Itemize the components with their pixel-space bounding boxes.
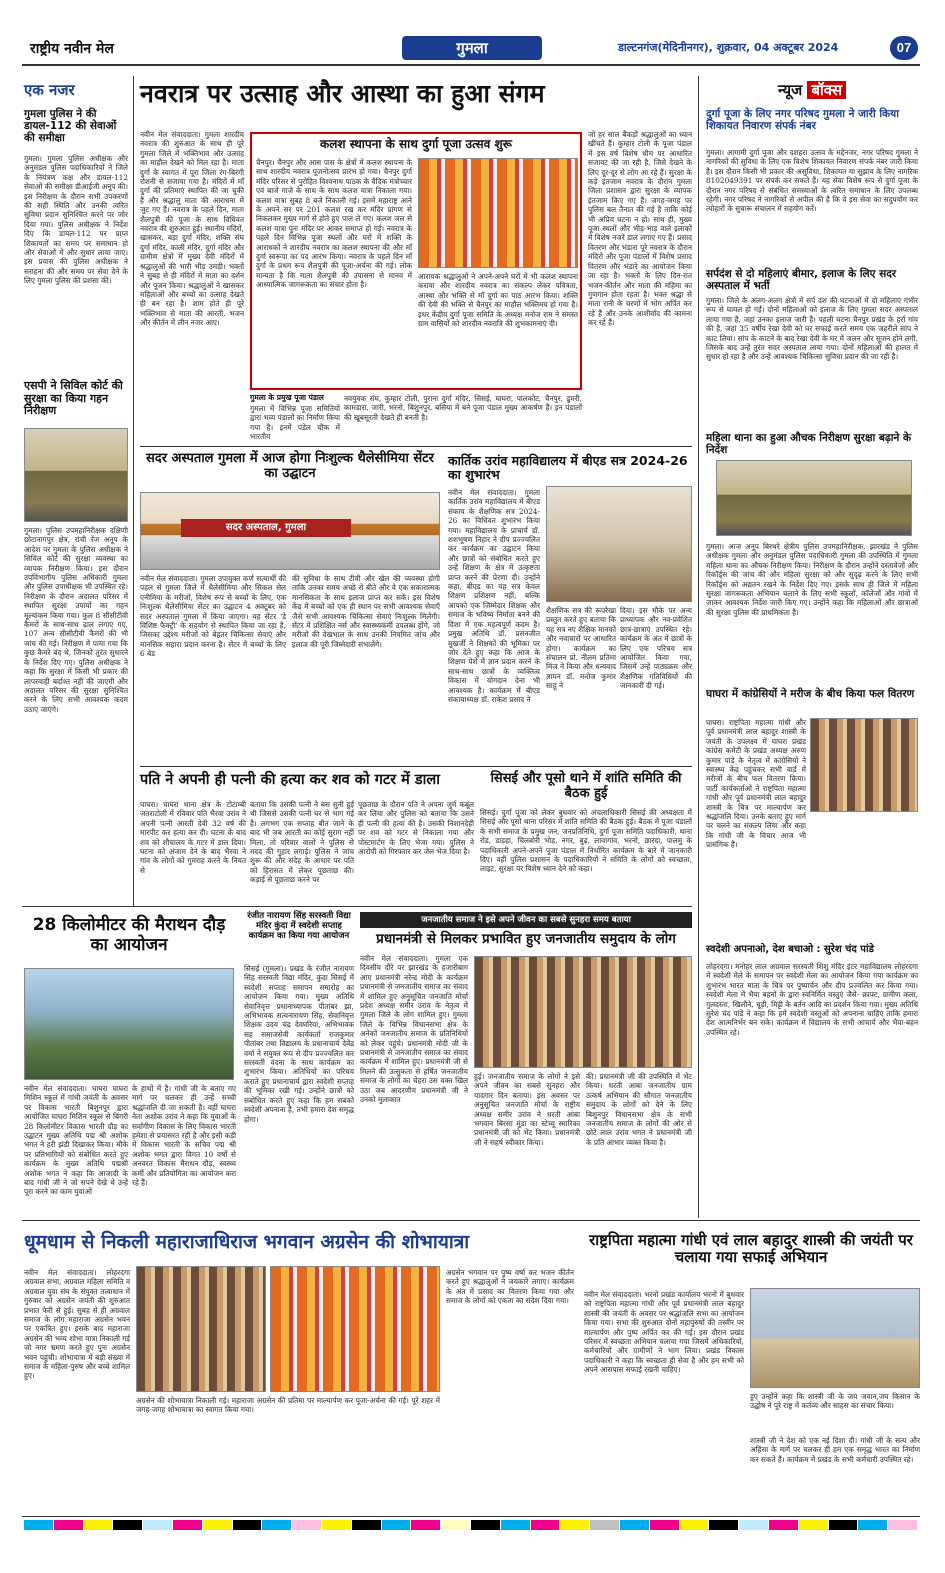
agrasen-col1: नवीन मेल संवाददाता। लोहरदगा अग्रवाल सभा, अग्रवाल महिला समिति व अग्रवाल युवा संघ के संयुक्त तत्वाधान में गुरुवार को अग्रसेन जयंती की शुरुआत प्रभात फेरी से हुई। सुबह से ही अग्रवाल समाज के लोग महाराजा अग्रसेन भवन पर एकत्रित हुए। इसके बाद महाराजा अग्रसेन की भव्य शोभा यात्रा निकाली गई जो नगर भ्रमण करते हुए पुनः अग्रसेन भवन पहुंची। शोभायात्रा में बड़ी संख्या में समाज के महिला-पुरुष और बच्चे शामिल हुए। (24, 1268, 131, 1381)
mahila-thana-photo (716, 460, 912, 536)
kartik-headline: कार्तिक उरांव महाविद्यालय में बीएड सत्र 2024-26 का शुभारंभ (448, 453, 688, 483)
kalash-yatra-photo (418, 158, 578, 268)
murder-col3: पूछताछ के दौरान पति ने अपना जुर्म कबूल कर लिया और पुलिस को बताया कि उसने ही पत्नी की हत्या की है। उसकी निशानदेही पर शव को गटर से निकाला गया और पोस्टमार्टम के लिए भेजा गया। पुलिस ने आरोपी को गिरफ्तार कर जेल भेज दिया है। (358, 800, 474, 857)
registration-swatch (620, 1520, 649, 1530)
news-box-label-a: न्यूज (777, 81, 803, 99)
marathon-col2: के हाथों में है। गांधी जी के बताए गए मार्ग पर चलकर ही उन्हें सच्ची श्रद्धांजलि दी जा सकती है। वहीं घाघरा नेता अशोक उरांव ने कहा कि युवाओं के सर्वांगीण विकास के लिए विकास भारती हमेशा से प्रयासरत रही है और इसी कड़ी में विकास भारती के सचिव पद्म श्री अशोक भगत द्वारा विगत 10 वर्षों से अनवरत विकास मैराथन दौड़, स्वस्थ्य कर्मी और प्रतियोगिता का आयोजन करा रहे हैं। (132, 1084, 236, 1188)
page-number: 07 (890, 36, 918, 60)
kalash-caption: आरायक श्रद्धालुओं ने अपने-अपने घरों में भी कलश स्थापना कराया और शारदीय नवरात्र का संकल्प लेकर पवित्रता, आस्था और भक्ति से माँ दुर्गा का पाठ आरंभ किया। शक्ति की देवी की भक्ति से चैनपुर का माहौल भक्तिमय हो गया है। इधर केंद्रीय दुर्गा पूजा समिति के अध्यक्ष मनोज राम ने समस्त ग्राम वासियों को शारदीय नवरात्रि की शुभकामनाएं दी। (418, 272, 578, 329)
registration-swatch (531, 1520, 560, 1530)
fruit-distribution-photo (810, 718, 918, 812)
registration-swatch (769, 1520, 798, 1530)
hospital-sign: सदर अस्पताल, गुमला (181, 519, 351, 537)
section-rule (22, 906, 692, 907)
news-box-story1-body: गुमला। आगामी दुर्गा पूजा और दशहरा उत्सव के मद्देनजर, नगर परिषद गुमला ने नागरिकों की सुविधा के लिए एक विशेष शिकायत निवारण संपर्क नंबर जारी किया है। इस दौरान किसी भी प्रकार की असुविधा, शिकायत या सुझाव के लिए नागरिक 8102049391 पर संपर्क कर सकते हैं। यह सेवा विशेष रूप से दुर्गा पूजा के दौरान नगर परिषद से संबंधित समस्याओं के त्वरित समाधान के लिए उपलब्ध रहेगी। नगर परिषद ने नागरिकों से अपील की है कि वे इस सेवा का सदुपयोग कर त्योहारों के सुचारू संचालन में सहयोग करें। (706, 148, 918, 214)
pm-col2: हुई। जनजातीय समाज के लोगों ने इसे अपने जीवन का सबसे सुनहरा और यादगार दिन बताया। इस अवसर पर अनुसूचित जनजाति मोर्चा के राष्ट्रीय अध्यक्ष समीर उरांव ने धरती आबा भगवान बिरसा मुंडा का स्टेच्यू स्मारिका प्रधानमंत्री जी को भेंट किया। प्रधानमंत्री जी ने सहर्ष स्वीकार किया। (474, 1072, 580, 1147)
registration-swatch (471, 1520, 500, 1530)
registration-swatch (560, 1520, 589, 1530)
ek-nazar-label: एक नजर (24, 81, 75, 99)
marathon-headline: 28 किलोमीटर की मैराथन दौड़ का आयोजन (32, 915, 226, 955)
agrasen-caption: अग्रसेन की शोभायात्रा निकाली गई। महाराजा अग्रसेन की प्रतिमा पर माल्यार्पण कर पूजा-अर्चना की गई। पूरे शहर में जगह-जगह शोभायात्रा का स्वागत किया गया। (136, 1396, 440, 1415)
registration-swatch (739, 1520, 768, 1530)
lead-caption: गुमला के प्रमुख पूजा पंडाल (250, 393, 324, 402)
news-box-story3-body: गुमला। आज अनूप बिरथरे क्षेत्रीय पुलिस उपमहानिरीक्षक, झारखंड ने पुलिस अधीक्षक गुमला और अनुमंडल पुलिस पदाधिकारी गुमला की उपस्थिति में गुमला महिला थाना का औचक निरीक्षण किया। निरीक्षण के दौरान उन्होंने दस्तावेजों और रिकॉर्ड्स की जांच की और महिला सुरक्षा को और सुदृढ़ करने के लिए सभी रिकॉर्ड्स को अद्यतन रखने के निर्देश दिए गए। इसके साथ ही जिले में महिला सुरक्षा जागरूकता अभियान चलाने के लिए सभी स्कूलों, कॉलेजों और गांवों में जाकर आवश्यक निर्देश जारी किए गए। उन्होंने कहा कि महिलाओं और छात्राओं की सुरक्षा पुलिस की प्राथमिकता है। (706, 542, 918, 617)
pm-col3: की। प्रधानमंत्री जी की उपस्थिति में भेंट किया। धरती आबा जनजातीय ग्राम उत्कर्ष अभियान की सौगात जनजातीय समुदाय के लोगों को देने के लिए बिशुनपुर विधानसभा क्षेत्र के सभी जनजातीय समाज के लोगों की ओर से छोटे लाल उरांव भगत ने प्रधानमंत्री जी के प्रति आभार व्यक्त किया है। (586, 1072, 692, 1147)
swadeshi-school-headline: रंजीत नारायण सिंह सरस्वती विद्या मंदिर कुंदा में स्वदेशी सप्ताह कार्यक्रम का किया गया आयोजन (247, 911, 351, 941)
pm-meeting-photo (474, 956, 692, 1068)
gandhi-caption: हुए उन्होंने कहा कि शास्त्री जी के जय जवान,जय किसान के उद्घोष ने पूरे राष्ट्र में कर्तव्य और साहस का संचार किया। (750, 1392, 920, 1411)
thalassemia-col2: की सुविधा के साथ टीवी और खेल की व्यवस्था होगी ताकि उनका समय अच्छे से बीते और वे एक सकारात्मक मानसिकता के साथ इलाज प्राप्त कर सकें। इस विशेष केंद्र में बच्चों को एक ही स्थान पर सभी आवश्यक सेवाएँ जैसे सभी आवश्यक चिकित्सा सेवाएं निःशुल्क मिलेंगी। सेंटर में प्रशिक्षित नर्स और स्वास्थ्यकर्मी उपलब्ध होंगे, जो मरीजों की देखभाल के साथ उनकी नियमित जांच और इलाज की पूरी जिम्मेदारी संभालेंगे। (292, 574, 440, 649)
murder-col2: बताया कि उसकी पत्नी ने बस सुनी हुई थी जिससे उसकी पत्नी घर से भाग गई है। लगभग एक सप्ताह बीत जाने के बाद भी जब आरती का कोई सुराग नहीं मिला, तो परिवार वालों ने पुलिस से मदद की गुहार लगाई। पुलिस ने जांच शुरू की और संदेह के आधार पर पति को हिरासत में लेकर पूछताछ की। कड़ाई से पूछताछ करने पर (250, 800, 354, 885)
news-box-story4-body-a: घाघरा। राष्ट्रपिता महात्मा गांधी और पूर्व प्रधानमंत्री लाल बहादुर शास्त्री के जयंती के उपलक्ष्य में घाघरा प्रखंड कांग्रेस कमेटी के प्रखंड अध्यक्ष अरुण कुमार पांडे के नेतृत्व में कांग्रेसियों ने स्वास्थ्य केंद्र पहुंचकर सभी वार्ड में मरीजों के बीच फल वितरण किया। पार्टी कार्यकर्ताओं ने राष्ट्रपिता महात्मा गांधी और पूर्व प्रधानमंत्री लाल बहादुर शास्त्री के चित्र पर माल्यार्पण कर श्रद्धांजलि दिया। उनके बताए हुए मार्ग पर चलने का संकल्प लिया और कहा कि गांधी जी के विचार आज भी प्रासंगिक हैं। (706, 718, 806, 850)
sisai-headline: सिसई और पूसो थाने में शांति समिति की बैठक हुई (490, 771, 682, 801)
murder-col1: घाघरा। घाघरा थाना क्षेत्र के टोटाम्बी जतराटोली में रविवार पति भैरवा उरांव ने अपनी पत्नी आरती देवी 32 वर्ष की मारपीट कर हत्या कर दी। घटना के बाद शव को शौचालय के गटर में डाल दिया। घटना को अंजाम देने के बाद भैरवा ने गांव के लोगों को गुमराह करने के नियत से (140, 800, 246, 875)
pm-headline: प्रधानमंत्री से मिलकर प्रभावित हुए जनजातीय समुदाय के लोग (376, 931, 676, 947)
swadeshi-school-body: सिसई (गुमला)। प्रखंड के रंजीत नारायण सिंह सरस्वती विद्या मंदिर, कुंदा सिसई में स्वदेशी सप्ताह समापन समारोह का आयोजन किया गया। मुख्य अतिथि सेवानिवृत्त प्रधानाध्यापक पीतांबर झा, अभिभावक सत्यनारायण सिंह, सेवानिवृत्त शिक्षक उदय चंद्र देवघरिया, अभिभावक सह समाजसेवी कार्यकर्ता राजकुमार पीतांबर तथा विद्यालय के प्रधानाचार्य देवेंद्र वर्मा ने संयुक्त रूप से दीप प्रज्ज्वलित कर सरस्वती वंदना के साथ कार्यक्रम का शुभारंभ किया। अतिथियों का परिचय कराते हुए प्रधानाचार्य द्वारा स्वदेशी सप्ताह की भूमिका रखी गई। उन्होंने छात्रों को संबोधित करते हुए कहा कि हम सबको स्वदेशी अपनाना है, तभी हमारा देश समृद्ध होगा। (244, 964, 354, 1124)
kalash-body: चैनपुर। चैनपुर और आस पास के क्षेत्रों में कलश स्थापना के साथ शारदीय नवरात्र पूजनोत्सव प्रारंभ हो गया। चैनपुर दुर्गा मंदिर परिसर से पुरोहित विश्वनाथ पाठक के वैदिक मंत्रोच्चार एवं बाजे गाजे के साथ के साथ कलश यात्रा निकाला गया। कलश यात्रा सुबह 8 बजे निकाली गई। इसमें महाराष्ट्र आने के अपने सर पर 201 कलश रख कर मंदिर प्रांगण से निकलकर मुख्य मार्ग से होते हुए पाल ले गए। कलश जल से कलश यात्रा पुनः मंदिर पर आकर समाप्त हो गई। नवरात्र के पहले दिन विभिन्न पूजा स्थलों और घरों में शक्ति के आराधकों ने शारदीय नवरात्र का कलश स्थापना की और माँ दुर्गा स्वरूपा का पद आरंभ किया। नवरात्र के पहले दिन माँ दुर्गा के प्रथम रूप शैलपुत्री की पूजा-अर्चना की गई। लोक मान्यता है कि माता शैलपुत्री की उपासना से मानव में आध्यात्मिक जागरूकता का संचार होता है। (256, 158, 412, 290)
section-rule (140, 766, 692, 767)
news-box-story4-body-b (706, 816, 918, 936)
registration-swatch (501, 1520, 530, 1530)
ek-nazar-story2-body: गुमला। पुलिस उपमहानिरीक्षक दक्षिणी छोटानागपुर क्षेत्र, रांची रेंज अनूप के आदेश पर गुमला के पुलिस अधीक्षक ने सिविल कोर्ट की सुरक्षा व्यवस्था का व्यापक निरीक्षण किया। इस दौरान उपविभागीय पुलिस अधिकारी गुमला और पुलिस उपाधीक्षक भी उपस्थित रहे। निरीक्षण के दौरान अदालत परिसर में स्थापित सुरक्षा उपायों का गहन मूल्यांकन किया गया। कुल 8 सीसीटीवी कैमरों के साथ-साथ ढ़ाल लगाए गए, 107 अन्य सीसीटीवी कैमरों की भी जांच की गई। निरीक्षण में पाया गया कि कुछ कैमरे बंद थे, जिनको तुरंत सुधारने के निर्देश दिए गए। पुलिस अधीक्षक ने कहा कि सुरक्षा में किसी भी प्रकार की लापरवाही बर्दाश्त नहीं की जाएगी और अदालत परिसर की सुरक्षा सुनिश्चित करने के लिए सभी आवश्यक कदम उठाए जाएंगे। (24, 526, 128, 714)
bed-session-photo (546, 486, 692, 602)
procession-photo-1 (136, 1266, 266, 1392)
footer-rule (22, 1516, 920, 1517)
news-box-story2-headline: सर्पदंश से दो महिलाएं बीमार, इलाज के लिए सदर अस्पताल में भर्ती (706, 268, 897, 293)
sisai-body: सिसई। दुर्गा पूजा को लेकर बुधवार को अंचलाधिकारी सिसई की अध्यक्षता में सिसई और पूसो थाना परिसर में शांति समिति की बैठक हुई। बैठक में पूजा पंडालों के सभी समाज के प्रमुख जन, जनप्रतिनिधि, दुर्गा पूजा समिति पदाधिकारी, थाना रोड, डाड़हा, चिलबोरी भोड़, नगर, बुढ़, लावागांव, भरनो, छारदा, पालमु के पदाधिकारी अपने-अपने पूजा पंडाल में निर्धारित कार्यक्रम के बारे में जानकारी दिए। वहीं पुलिस प्रशासन के पदाधिकारियों ने समिति के लोगों को स्वच्छता, लाइट, सुरक्षा पर विशेष ध्यान देने को कहा। (480, 808, 692, 874)
masthead-rule (22, 64, 920, 66)
registration-swatch (143, 1520, 172, 1530)
section-rule (140, 446, 692, 447)
column-rule (698, 76, 699, 1218)
registration-swatch (262, 1520, 291, 1530)
marathon-col1: नवीन मेल संवाददाता। घाघरा घाघरा मिशिन स्कूल में गांधी जयंती के अवसर पर विकास भारती बिशुनपुर द्वारा आयोजित घाघरा मिशिन स्कूल से बिंगरी 28 किलोमीटर विकास भारती दौड़ का उद्घाटन मुख्य अतिथि पद्म श्री अशोक भगत ने हरी झंडी दिखाकर किया। मौके पर प्रतिभागियों को संबोधित करते हुए कार्यक्रम के मुख्य अतिथि पद्मश्री अशोक भगत ने कहा कि आजादी के बाद गांधी जी ने जो सपने देखे थे उन्हें पूरा करने का काम युवाओं (24, 1084, 128, 1197)
registration-swatch (799, 1520, 828, 1530)
registration-swatch (173, 1520, 202, 1530)
registration-swatch (292, 1520, 321, 1530)
ek-nazar-story1-headline: गुमला पुलिस ने की डायल-112 की सेवाओं की समीक्षा (24, 108, 117, 145)
registration-swatch (233, 1520, 262, 1530)
registration-swatch (650, 1520, 679, 1530)
gandhi-headline: राष्ट्रपिता महात्मा गांधी एवं लाल बहादुर शास्त्री की जयंती पर चलाया गया सफाई अभियान (589, 1231, 913, 1267)
sp-court-inspection-photo (24, 428, 128, 522)
ek-nazar-label-box (24, 80, 128, 102)
thalassemia-headline: सदर अस्पताल गुमला में आज होगा निःशुल्क थैलेसीमिया सेंटर का उद्घाटन (146, 451, 434, 481)
registration-swatch (352, 1520, 381, 1530)
murder-headline: पति ने अपनी ही पत्नी की हत्या कर शव को गटर में डाला (140, 772, 440, 788)
registration-swatch (113, 1520, 142, 1530)
gandhi-col1: नवीन मेल संवाददाता। भरनो प्रखंड कार्यालय भरनो में बुधवार को राष्ट्रपिता महात्मा गांधी और पूर्व प्रधानमंत्री लाल बहादुर शास्त्री की जयंती के अवसर पर श्रद्धांजलि सभा का आयोजन किया गया। सभा की शुरुआत दोनों महापुरुषों की तस्वीर पर माल्यार्पण और पुष्प अर्पित कर की गई। इस दौरान प्रखंड परिसर में स्वच्छता अभियान चलाया गया जिसमें अधिकारियों, कर्मचारियों और ग्रामीणों ने भाग लिया। प्रखंड विकास पदाधिकारी ने कहा कि स्वच्छता ही सेवा है और हम सभी को अपने आसपास सफाई रखनी चाहिए। (584, 1290, 744, 1375)
registration-swatch (888, 1520, 917, 1530)
registration-swatch (441, 1520, 470, 1530)
news-box-story5-headline: स्वदेशी अपनाओ, देश बचाओ : सुरेश चंद पांडे (706, 944, 874, 955)
column-rule (133, 76, 134, 906)
dateline: डाल्टनगंज(मेदिनीनगर), शुक्रवार, 04 अक्टूबर 2024 (618, 41, 839, 54)
registration-swatch (829, 1520, 858, 1530)
registration-swatch (322, 1520, 351, 1530)
registration-swatch (382, 1520, 411, 1530)
kalash-headline: कलश स्थापना के साथ दुर्गा पूजा उत्सव शुरू (320, 137, 512, 151)
marathon-flagoff-photo (24, 968, 234, 1080)
lead-col3-cont: नवयुवक संघ, कुम्हार टोली, पुराना दुर्गा मंदिर, सिसई, घाघरा, पालकोट, चैनपुर, डुमरी, कामडारा, जारी, भरनो, बिशुनपुर, बसिया में बने पूजा पंडाल मुख्य आकर्षण हैं। इन पंडालों की खूबसूरती देखते ही बनती है। (344, 394, 582, 422)
lead-col4: जो हर साल बैंकड़ों श्रद्धालुओं का ध्यान खींचते हैं। कुम्हार टोली के पूजा पंडाल में इस वर्ष विशेष थीम पर आधारित सजावट की जा रही है, जिसे देखने के लिए दूर-दूर से लोग आ रहे हैं। सुरक्षा के कड़े इंतजाम नवरात्र के दौरान गुमला जिला प्रशासन द्वारा सुरक्षा के व्यापक इंतजाम किए गए हैं। जगह-जगह पर पुलिस बल तैनात की गई है ताकि कोई भी अप्रिय घटना न हो। साथ ही, मुख्य पूजा स्थलों और भीड़-भाड़ वाले इलाकों में विशेष नजरें डाल लगाए गए हैं। प्रसाद वितरण और भंडारा पूरे नवरात्र के दौरान मंदिरों और पूजा पंडालों में विशेष प्रसाद वितरण और भंडारे का आयोजन किया जा रहा है। भक्तों के लिए दिन-रात भजन-कीर्तन और माता की महिमा का गुणगान होता रहता है। भक्त श्रद्धा से माता रानी के चरणों में भोग अर्पित कर रहे हैं और उनके आशीर्वाद की कामना कर रहे हैं। (588, 130, 692, 328)
registration-swatch (24, 1520, 53, 1530)
news-box-story5-body: लोहरदगा। मनोहर लाल अग्रवाल सरस्वती शिशु मंदिर इंटर महाविद्यालय लोहरदगा में स्वदेशी मेले के समापन पर स्वदेशी मेला का आयोजन किया गया कार्यक्रम का शुभारंभ भारत माता के चित्र पर पुष्पार्चन और दीप प्रज्वलित कर किया गया। स्वदेशी मेला में भैया बहनों के द्वारा स्वनिर्मित वस्तुएं जैसे- क्राफ्ट, ग्रामीण कला, गुलदस्ता, खिलौने, चूड़ी, मिट्टी के बर्तन आदि का प्रदर्शन किया गया। मुख्य अतिथि सुरेश चंद पांडे ने कहा कि हमें स्वदेशी वस्तुओं को अपनाना चाहिए ताकि हमारा देश आत्मनिर्भर बन सके। कार्यक्रम में विद्यालय के सभी आचार्य और भैया-बहन उपस्थित रहे। (706, 962, 918, 1037)
news-box-story4-headline: घाघरा में कांग्रेसियों ने मरीज के बीच किया फल वितरण (706, 688, 915, 700)
kartik-caption: शैक्षणिक सत्र की रूपरेखा प्रस्तुत करते हुए बताया कि यह सत्र नए शैक्षिक मानकों और नवाचारों पर आधारित होगा। कार्यक्रम का संचालन प्रो. नीलम प्रतिमा मिंज ने किया और धन्यवाद ज्ञापन डॉ. मनोज कुमार साहू ने (546, 606, 616, 691)
gandhi-col2: शास्त्री जी ने देश को एक नई दिशा दी। गांधी जी के सत्य और अहिंसा के मार्ग पर चलकर ही हम एक समृद्ध भारत का निर्माण कर सकते हैं। कार्यक्रम में प्रखंड के सभी कर्मचारी उपस्थित रहे। (750, 1436, 920, 1464)
registration-swatch (84, 1520, 113, 1530)
cleanliness-drive-photo (750, 1288, 920, 1388)
pm-kicker: जनजातीय समाज ने इसे अपने जीवन का सबसे सुनहरा समय बताया (360, 912, 692, 928)
ek-nazar-story2-headline: एसपी ने सिविल कोर्ट की सुरक्षा का किया गहन निरीक्षण (24, 379, 123, 418)
registration-swatch (709, 1520, 738, 1530)
registration-swatch (590, 1520, 619, 1530)
registration-swatch (203, 1520, 232, 1530)
kartik-col1: नवीन मेल संवाददाता। गुमला कार्तिक उरांव महाविद्यालय में बीएड संकाय के शैक्षणिक सत्र 2024-26 का विधिवत शुभारंभ किया गया। महाविद्यालय के प्राचार्य डॉ. शशभूषण निहार ने दीप प्रज्ज्वलित कर कार्यक्रम का उद्घाटन किया और छात्रों को संबोधित करते हुए उन्हें शिक्षण के क्षेत्र में उत्कृष्टता प्राप्त करने की प्रेरणा दी। उन्होंने कहा, बीएड का यह सत्र केवल शिक्षण प्रशिक्षण नहीं, बल्कि आपको एक जिम्मेदार शिक्षक और समाज के भविष्य निर्माता बनने की दिशा में एक महत्वपूर्ण कदम है। प्रमुख अतिथि डॉ. प्रसनजीत मुखर्जी ने शिक्षकों की भूमिका पर जोर देते हुए कहा कि आज के शिक्षण पेशे में ज्ञान प्रदान करने के साथ-साथ छात्रों के व्यक्तित्व विकास में योगदान देना भी आवश्यक है। कार्यक्रम में बीएड संकायाध्यक्ष डॉ. राकेश प्रसाद ने (448, 488, 540, 704)
news-box-story3-headline: महिला थाना का हुआ औचक निरीक्षण सुरक्षा बढ़ाने के निर्देश (706, 432, 912, 457)
lead-col2-cont: गुमला में विभिन्न पूजा समितियों द्वारा भव्य पंडालों का निर्माण किया गया है। इनमें पंडेल चौक में भारतीय (250, 404, 340, 442)
lead-headline: नवरात्र पर उत्साह और आस्था का हुआ संगम (140, 79, 545, 108)
kartik-col3: दिया। इस मौके पर अन्य प्राध्यापक और नव-प्रवेशित छात्र-छात्राएं उपस्थित रहे। कार्यक्रम के अंत में छात्रों के लिए एक परिचय सत्र आयोजित किया गया, जिसमें उन्हें पाठ्यक्रम और शैक्षणिक गतिविधियों की जानकारी दी गई। (620, 606, 692, 691)
ek-nazar-story1-body: गुमला। गुमला पुलिस अधीक्षक और अनुमंडल पुलिस पदाधिकारियों ने जिले के नियंत्रण कक्ष और डायल-112 सेवाओं की समीक्षा डीआईजी अनूप की। इस निरीक्षण के दौरान सभी उपकरणों की सही स्थिति और उनकी त्वरित सुविधा प्रदान सुनिश्चित करने पर जोर दिया गया। पुलिस अधीक्षक ने निर्देश दिए कि डायल-112 पर प्राप्त शिकायतों का समय पर समाधान हो और सेवाओं में और सुधार लाया जाए। इस प्रयास की पुलिस अधीक्षक ने सराहना की और समय पर सेवा देने के लिए गुमला पुलिस की प्रशंसा की। (24, 154, 128, 286)
thalassemia-col1: नवीन मेल संवाददाता। गुमला उपायुक्त कर्ण सत्यार्थी की पहल से गुमला जिले में थैलेसीमिया और सिकल सेल एनीमिया के मरीजों, विशेष रूप से बच्चों के लिए, एक निःशुल्क थैलेसीमिया सेंटर का उद्घाटन 4 अक्टूबर को सदर अस्पताल गुमला में किया जाएगा। यह सेंटर 'डे विशिष्ट फैक्ट्री' के सहयोग से स्थापित किया जा रहा है, जिसका उद्देश्य मरीजों को बेहतर चिकित्सा सेवाएं और मानसिक सहारा प्रदान करना है। सेंटर में बच्चों के लिए 6 बेड (140, 574, 286, 659)
news-box-story2-body: गुमला। जिले के अलग-अलग क्षेत्रों में सर्प दंश की घटनाओं में दो महिलाएं गंभीर रूप से घायल हो गईं। दोनों महिलाओं को इलाज के लिए गुमला सदर अस्पताल लाया गया है, जहां उनका इलाज जारी है। पहली घटना चैनपुर प्रखंड के हर्रा गांव की है, जहां 35 वर्षीय रेखा देवी को घर सफाई करते समय एक जहरीले सांप ने काट लिया। सांप के काटने के बाद रेखा देवी के घर में जलन और सूजन होने लगी, जिसके बाद उन्हें तुरंत सदर अस्पताल लाया गया। दोनों महिलाओं की हालत में सुधार हो रहा है और उन्हें आवश्यक चिकित्सा सुविधा प्रदान की जा रही है। (706, 296, 918, 362)
pm-col1: नवीन मेल संवाददाता। गुमला एक दिवसीय दौरे पर झारखंड के हजारीबाग आए प्रधानमंत्री नरेन्द्र मोदी के कार्यक्रम प्रधानमंत्री से जनजातीय समाज का संवाद में शामिल हुए अनुसूचित जनजाति मोर्चा प्रदेश अध्यक्ष समीर उरांव के नेतृत्व में गुमला जिले के लोग शामिल हुए। गुमला जिले के विभिन्न विधानसभा क्षेत्र के अनेकों जनजातीय समाज के प्रतिनिधियों को लेकर पहुंचे। प्रधानमंत्री मोदी जी के प्रधानमंत्री से जनजातीय समाज का संवाद कार्यक्रम में शामिल हुए। प्रधानमंत्री जी से मिलने की उत्सुकता से हर्षित जनजातीय समाज के लोगों का चेहरा उस वक्त खिल उठा जब आदरणीय प्रधानमंत्री जी ने उनको मुलाकात (360, 954, 468, 1105)
news-box-label (706, 80, 918, 104)
agrasen-col3: अग्रसेन भगवान पर पुष्प वर्षा कर भजन कीर्तन करते हुए श्रद्धालुओं ने जयकारे लगाए। कार्यक्रम के अंत में प्रसाद का वितरण किया गया और समाज के लोगों को एकता का संदेश दिया गया। (446, 1268, 574, 1306)
newspaper-logo: राष्ट्रीय नवीन मेल (30, 41, 114, 57)
news-box-label-b: बॉक्स (807, 81, 846, 99)
registration-swatch (411, 1520, 440, 1530)
registration-swatch (858, 1520, 887, 1530)
hospital-photo (140, 492, 440, 570)
masthead (22, 36, 920, 62)
procession-photo-2 (270, 1266, 440, 1392)
section-rule (22, 1220, 920, 1221)
print-registration-bar (24, 1520, 918, 1530)
registration-swatch (680, 1520, 709, 1530)
registration-swatch (54, 1520, 83, 1530)
news-box-story1-headline: दुर्गा पूजा के लिए नगर परिषद गुमला ने जारी किया शिकायत निवारण संपर्क नंबर (706, 108, 899, 133)
section-title: गुमला (402, 36, 542, 60)
agrasen-headline: धूमधाम से निकली महाराजाधिराज भगवान अग्रसेन की शोभायात्रा (24, 1231, 470, 1253)
lead-col1: नवीन मेल संवाददाता। गुमला शारदीय नवरात्र की शुरुआत के साथ ही पूरे गुमला जिले में भक्तिभाव और उत्साह का माहौल देखने को मिल रहा है। माता दुर्गा के स्वागत में पूरा जिला रंग-बिरंगी रोशनी से सजाया गया है। मंदिरों में माँ दुर्गा की प्रतिमाएं स्थापित की जा चुकी हैं और श्रद्धालु माता की आराधना में जुट गए हैं। नवरात्र के पहले दिन, माता शैलपुत्री की पूजा के साथ विधिवत नवरात्र की शुरुआत हुई। स्थानीय मंदिरों, खासकर, बड़ा दुर्गा मंदिर, शक्ति संघ दुर्गा मंदिर, काली मंदिर, दुर्गा मंदिर और ग्रामीण क्षेत्रों में मुख्य देवी मंदिरों में श्रद्धालुओं की भारी भीड़ उमड़ी। भक्तों ने सुबह से ही मंदिरों में माता का दर्शन और पूजन किया। श्रद्धालुओं ने खासकर महिलाओं और बच्चों का उत्साह देखते ही बन रहा है। शाम होते ही पूरे भक्तिभाव से माता की आरती, भजन और कीर्तन में लीन नजर आए। (140, 130, 245, 328)
